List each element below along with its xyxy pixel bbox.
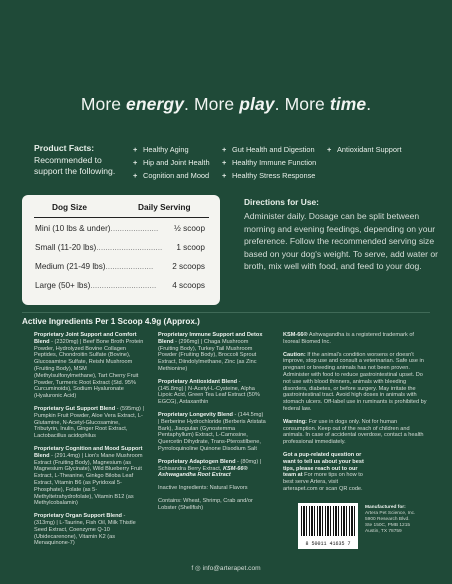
- dosage-serving: ½ scoop: [174, 224, 205, 233]
- product-facts-heading: Product Facts:: [34, 143, 95, 153]
- plus-icon: +: [133, 145, 138, 154]
- ingredients-column-2: [158, 332, 266, 518]
- dosage-leader: .....................: [110, 224, 159, 233]
- plus-icon: +: [327, 145, 332, 154]
- section-divider: [22, 312, 430, 313]
- social-text: f ◎ info@arterapet.com: [191, 565, 261, 572]
- directions-body: Administer daily. Dosage can be split between morning and evening feedings, depending on your preference. Follow the recommended serving size based on your dog's weight. To serve, add water or broth, mix well with food, and feed to your dog.: [244, 211, 439, 271]
- dosage-col-size: Dog Size: [52, 202, 88, 212]
- blend-text: - (595mg) | Pumpkin Fruit Powder, Aloe Vera Extract, L-Glutamine, N-Acetyl-Glucosamine, Tributyrin, Inulin, Ginger Root Extract, Lactobacillus acidophilus: [34, 405, 144, 440]
- ingredients-column-1: [34, 332, 144, 553]
- blend-text: - (144.5mg) | Berberine Hydrochloride (Berberis Aristata Bark), Jiaogulan (Gynostemma Pentaphyllum) Extract, L-Carnosine, Quercetin Dihydrate, Trans-Pterostilbene, Pyrroloquinoline Quinone Disodium Salt: [158, 411, 266, 452]
- blend-entry: [158, 459, 266, 479]
- dosage-serving: 1 scoop: [176, 243, 205, 252]
- barcode: [298, 503, 358, 549]
- inactive-text: Inactive Ingredients: Natural Flavors: [158, 485, 248, 492]
- support-note: [283, 452, 371, 493]
- plus-icon: +: [222, 171, 227, 180]
- headline: [0, 94, 452, 115]
- manufacturer-line: 5900 Research Blvd.: [365, 516, 410, 522]
- caution-text: If the animal's condition worsens or doesn't improve, stop use and consult a veterinarian. Safe use in pregnant or breeding animals has not been proven. Administer with food to reduce gastrointestinal upset. Do not use with blood thinners, animals with bleeding disorders, diabetes, or before surgery. May irritate the gastrointestinal tract. Avoid high doses in animals with stomach ulcers. Off-label use in ruminants is prohibited by federal law.: [283, 351, 427, 412]
- dosage-size: Small (11-20 lbs): [35, 243, 97, 252]
- dosage-leader: .....................: [105, 262, 154, 271]
- dosage-leader: .............................: [90, 281, 157, 290]
- trademark-name: KSM-66®: [283, 332, 308, 338]
- headline-text: .: [366, 94, 372, 114]
- contains-text: Contains: Wheat, Shrimp, Crab and/or Lobster (Shellfish): [158, 497, 253, 511]
- trademark-text: Ashwagandha is a registered trademark of Ixoreal Biomed Inc.: [283, 332, 414, 345]
- warning-note: [283, 419, 431, 446]
- manufacturer-line: Austin, TX 78759: [365, 528, 402, 534]
- warning-label: Warning:: [283, 418, 308, 425]
- ingredients-column-3: [283, 332, 431, 499]
- manufacturer-info: [365, 505, 445, 535]
- blend-name: Proprietary Organ Support Blend: [34, 513, 122, 520]
- blend-text: - (291.4mg) | Lion's Mane Mushroom Extract (Fruiting Body), Magnesium (as Magnesium Glycinate), Wild Blueberry Fruit Extract, L-Theanine, Ginkgo Biloba Leaf Extract, Vitamin B6 (as Pyridoxal 5-Phosphate), Folate (as 5-Methyltetrahydrofolate), Vitamin B12 (as Methylcobalamin): [34, 452, 143, 507]
- blend-entry: [158, 379, 266, 406]
- plus-icon: +: [133, 158, 138, 167]
- dosage-row: [35, 281, 213, 290]
- trademark-note: [283, 332, 431, 346]
- blend-highlight: KSM-66® Ashwagandha Root Extract: [158, 465, 248, 479]
- dosage-table: [22, 195, 220, 305]
- dosage-col-serving: Daily Serving: [138, 202, 191, 212]
- blend-name: Proprietary Longevity Blend: [158, 411, 233, 418]
- plus-icon: +: [222, 158, 227, 167]
- dosage-row: [35, 224, 213, 233]
- dosage-serving: 2 scoops: [172, 262, 205, 271]
- blend-name: Proprietary Adaptogen Blend: [158, 458, 236, 465]
- allergen-contains: [158, 498, 266, 512]
- blend-entry: [158, 332, 266, 373]
- benefit-label: Healthy Aging: [143, 145, 189, 154]
- dosage-header-rule: [34, 217, 209, 218]
- support-text: For more tips on how to best serve Artera, visit arterapet.com or scan QR code.: [283, 472, 363, 492]
- barcode-number: 8 50011 41635 7: [305, 541, 351, 547]
- manufacturer-line: Ste 150C, PMB 1215: [365, 522, 411, 528]
- active-ingredients-title: Active Ingredients Per 1 Scoop 4.9g (Approx.): [22, 317, 200, 326]
- blend-name: Proprietary Gut Support Blend: [34, 405, 116, 412]
- dosage-size: Medium (21-49 lbs): [35, 262, 106, 271]
- directions-title: Directions for Use:: [244, 197, 319, 207]
- product-facts-body: Recommended to support the following.: [34, 154, 116, 176]
- support-label: Got a pup-related question or want to tell us about your best tips, please reach out to our team at: [283, 451, 364, 479]
- dosage-leader: .............................: [96, 243, 163, 252]
- benefit-item: [222, 158, 316, 167]
- plus-icon: +: [222, 145, 227, 154]
- benefit-label: Antioxidant Support: [337, 145, 402, 154]
- product-facts: [34, 143, 129, 178]
- blend-name: Proprietary Immune Support and Detox Blend: [158, 332, 263, 345]
- warning-text: For use in dogs only. Not for human consumption. Keep out of the reach of children and animals. In case of accidental overdose, contact a health professional immediately.: [283, 418, 424, 446]
- blend-name: Proprietary Antioxidant Blend: [158, 378, 238, 385]
- blend-entry: [34, 446, 144, 507]
- blend-entry: [34, 406, 144, 440]
- benefit-label: Healthy Stress Response: [232, 171, 316, 180]
- dosage-size: Large (50+ lbs): [35, 281, 91, 290]
- benefit-item: [222, 171, 315, 180]
- blend-entry: [34, 513, 144, 547]
- benefit-item: [222, 145, 315, 154]
- blend-text: - (296mg) | Chaga Mushroom (Fruiting Body), Turkey Tail Mushroom Powder (Fruiting Body), Broccoli Sprout Extract, Diindolylmethane, Zinc (as Zinc Methionine): [158, 338, 257, 372]
- benefit-item: [327, 145, 402, 154]
- caution-note: [283, 352, 431, 413]
- blend-entry: [34, 332, 144, 400]
- headline-play: play: [239, 94, 275, 114]
- benefit-label: Healthy Immune Function: [232, 158, 317, 167]
- headline-time: time: [329, 94, 367, 114]
- blend-name: Proprietary Cognition and Mood Support Blend: [34, 445, 143, 459]
- manufacturer-line: Artera Pet Science, Inc.: [365, 510, 416, 516]
- plus-icon: +: [133, 171, 138, 180]
- headline-text: . More: [274, 94, 330, 114]
- benefit-item: [133, 145, 189, 154]
- caution-label: Caution:: [283, 351, 306, 358]
- headline-text: More: [80, 94, 127, 114]
- blend-entry: [158, 412, 266, 453]
- blend-name: Proprietary Joint Support and Comfort Blend: [34, 332, 137, 345]
- benefit-label: Cognition and Mood: [143, 171, 210, 180]
- social-footer: [0, 564, 452, 572]
- dosage-size: Mini (10 lbs & under): [35, 224, 111, 233]
- benefit-item: [133, 171, 209, 180]
- benefit-label: Gut Health and Digestion: [232, 145, 315, 154]
- barcode-bars: [301, 506, 355, 536]
- blend-text: - (313mg) | L-Taurine, Fish Oil, Milk Thistle Seed Extract, Coenzyme Q-10 (Ubidecarenone), Vitamin K2 (as Menaquinone-7): [34, 513, 136, 547]
- headline-text: . More: [184, 94, 240, 114]
- manufacturer-label: Manufactured for:: [365, 505, 406, 510]
- dosage-serving: 4 scoops: [172, 281, 205, 290]
- inactive-ingredients: [158, 485, 266, 492]
- benefit-item: [133, 158, 210, 167]
- blend-text: - (80mg) | Schisandra Berry Extract,: [158, 458, 262, 472]
- blend-text: - (2320mg) | Beef Bone Broth Protein Powder, Hydrolyzed Bovine Collagen Peptides, Chondroitin Sulfate (Bovine), Glucosamine Sulfate, Reishi Mushroom (Fruiting Body), MSM (Methylsulfonylmethane), Tart Cherry Fruit Powder, Turmeric Root Extract (Std. 95% Curcuminoids), Sodium Hyaluronate (Hyaluronic Acid): [34, 338, 144, 400]
- dosage-row: [35, 243, 213, 252]
- dosage-row: [35, 262, 213, 271]
- benefit-label: Hip and Joint Health: [143, 158, 210, 167]
- blend-text: - (145.8mg) | N-Acetyl-L-Cysteine, Alpha Lipoic Acid, Green Tea Leaf Extract (50% EGCG), Astaxanthin: [158, 378, 260, 406]
- headline-energy: energy: [126, 94, 185, 114]
